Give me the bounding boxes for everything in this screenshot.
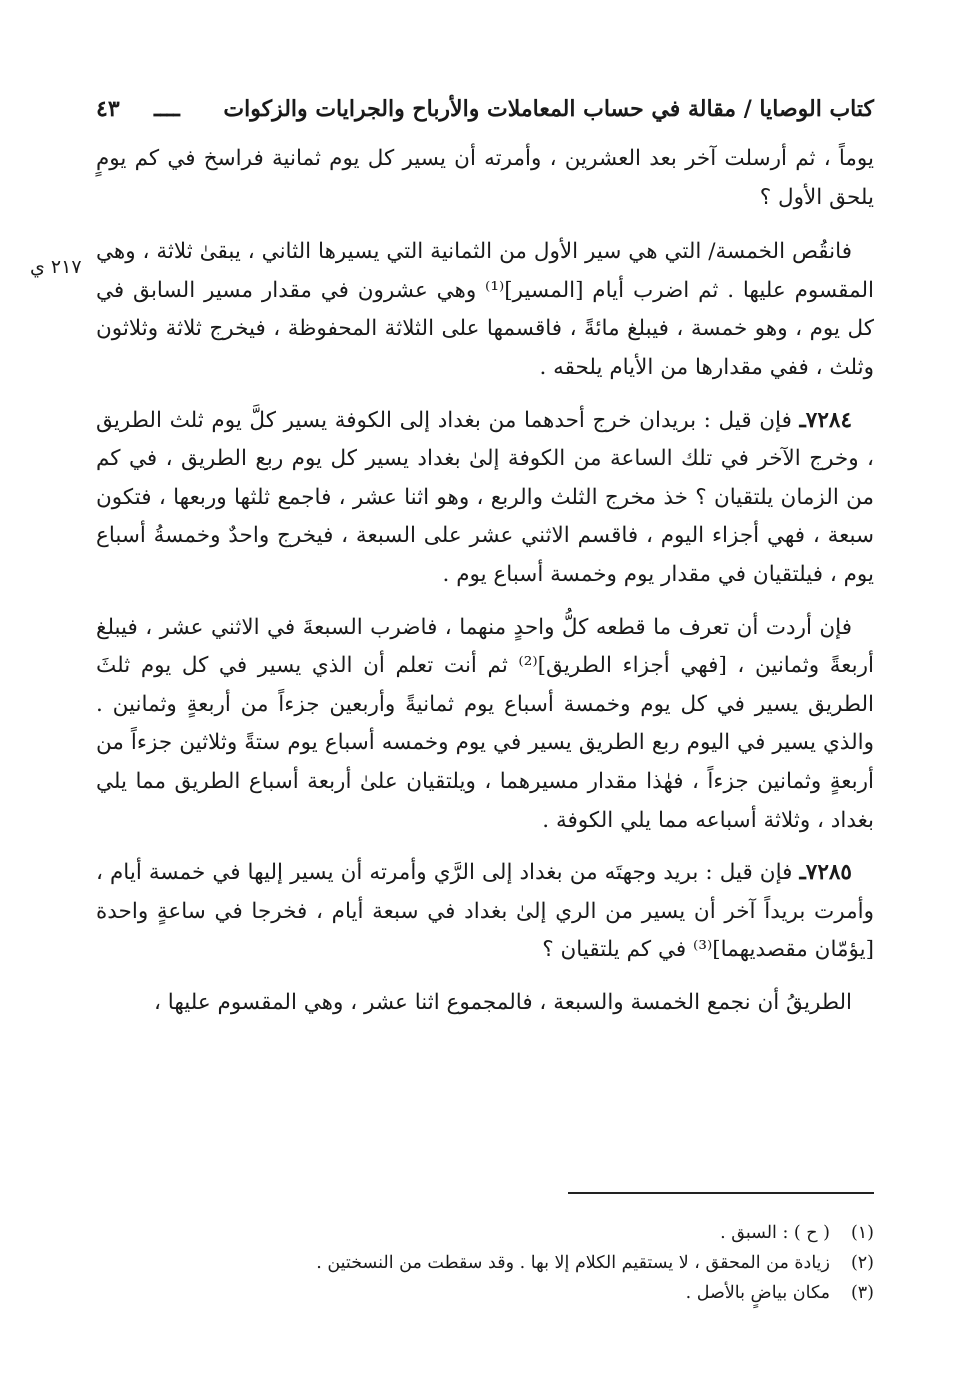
footnote-text: ( ح ) : السبق . xyxy=(720,1223,830,1243)
footnote-number: (٢) xyxy=(850,1253,874,1273)
paragraph: فانقُص الخمسة/ التي هي سير الأول من الثمانية التي يسيرها الثاني ، يبقىٰ ثلاثة ، وهي المقسوم عليها . ثم اضرب أيام [المسير]⁽¹⁾ وهي عشرون في مقدار مسير السابق في كل يوم ، وهو خمسة ، فيبلغ مائةً ، فاقسمها على الثلاثة المحفوظة ، فيخرج ثلاثة وثلاثون وثلث ، ففي مقدارها من الأيام يلحقه . xyxy=(96,239,874,380)
header-title: كتاب الوصايا / مقالة في حساب المعاملات والأرباح والجرايات والزكوات xyxy=(223,96,874,122)
paragraph: الطريقُ أن نجمع الخمسة والسبعة ، فالمجموع اثنا عشر ، وهي المقسوم عليها ، xyxy=(154,989,852,1015)
paragraph-text: فإن قيل : بريدان خرج أحدهما من بغداد إلى الكوفة يسير كلَّ يوم ثلث الطريق ، وخرج الآخر في تلك الساعة من الكوفة إلىٰ بغداد يسير كل يوم ربع الطريق ، في كم من الزمان يلتقيان ؟ خذ مخرج الثلث والربع ، وهو اثنا عشر ، فاجمع ثلثها وربعها ، فتكون سبعة ، فهي أجزاء اليوم ، فاقسم الاثني عشر على السبعة ، فيخرج واحدٌ وخمسةُ أسباع يوم ، فيلتقيان في مقدار يوم وخمسة أسباع يوم . xyxy=(96,407,874,587)
numbered-paragraph xyxy=(96,402,874,595)
running-header xyxy=(96,92,874,126)
footnote-number: (٣) xyxy=(850,1283,874,1303)
paragraph-number: ٧٢٨٥ـ xyxy=(799,860,852,886)
footnote-number: (١) xyxy=(850,1223,874,1243)
footnote xyxy=(96,1248,874,1278)
footnote-divider xyxy=(568,1192,874,1194)
footnote-text: مكان بياضٍ بالأصل . xyxy=(685,1283,830,1303)
footnote-text: زيادة من المحقق ، لا يستقيم الكلام إلا بها . وقد سقطت من النسختين . xyxy=(316,1253,830,1273)
footnote xyxy=(96,1278,874,1308)
page-number: ٤٣ xyxy=(96,96,120,122)
numbered-paragraph xyxy=(96,854,874,970)
paragraph-number: ٧٢٨٤ـ xyxy=(799,407,852,433)
paragraph: فإن أردت أن تعرف ما قطعه كلُّ واحدٍ منهما ، فاضرب السبعةَ في الاثني عشر ، فيبلغ أربعةً وثمانين ، [فهي أجزاء الطريق]⁽²⁾ ثم أنت تعلم أن الذي يسير في كل يوم ثلثَ الطريق يسير في كل يوم وخمسة أسباع يوم ثمانيةً وأربعين جزءاً من أربعةٍ وثمانين . والذي يسير في اليوم ربع الطريق يسير في يوم وخمسه أسباع يوم ستةً وثلاثين جزءاً من أربعةٍ وثمانين جزءاً ، فهٰذا مقدار مسيرهما ، ويلتقيان علىٰ أربعة أسباع الطريق مما يلي بغداد ، وثلاثة أسباعه مما يلي الكوفة . xyxy=(96,614,874,833)
footnote xyxy=(96,1218,874,1248)
header-dash: ــــ xyxy=(154,96,180,122)
margin-folio-note: ٢١٧ ي xyxy=(30,256,82,278)
paragraph-text: فإن قيل : بريد وجهتَه من بغداد إلى الرَّي وأمرته أن يسير إليها في خمسة أيام ، وأمرت بريداً آخر أن يسير من الري إلىٰ بغداد في سبعة أيام ، فخرجا في ساعةٍ واحدة [يؤمّان مقصديهما]⁽³⁾ في كم يلتقيان ؟ xyxy=(96,860,874,963)
main-text xyxy=(96,140,874,1036)
paragraph: يوماً ، ثم أرسلت آخر بعد العشرين ، وأمرته أن يسير كل يوم ثمانية فراسخ في كم يومٍ يلحق الأول ؟ xyxy=(96,146,874,210)
footnotes xyxy=(96,1218,874,1308)
